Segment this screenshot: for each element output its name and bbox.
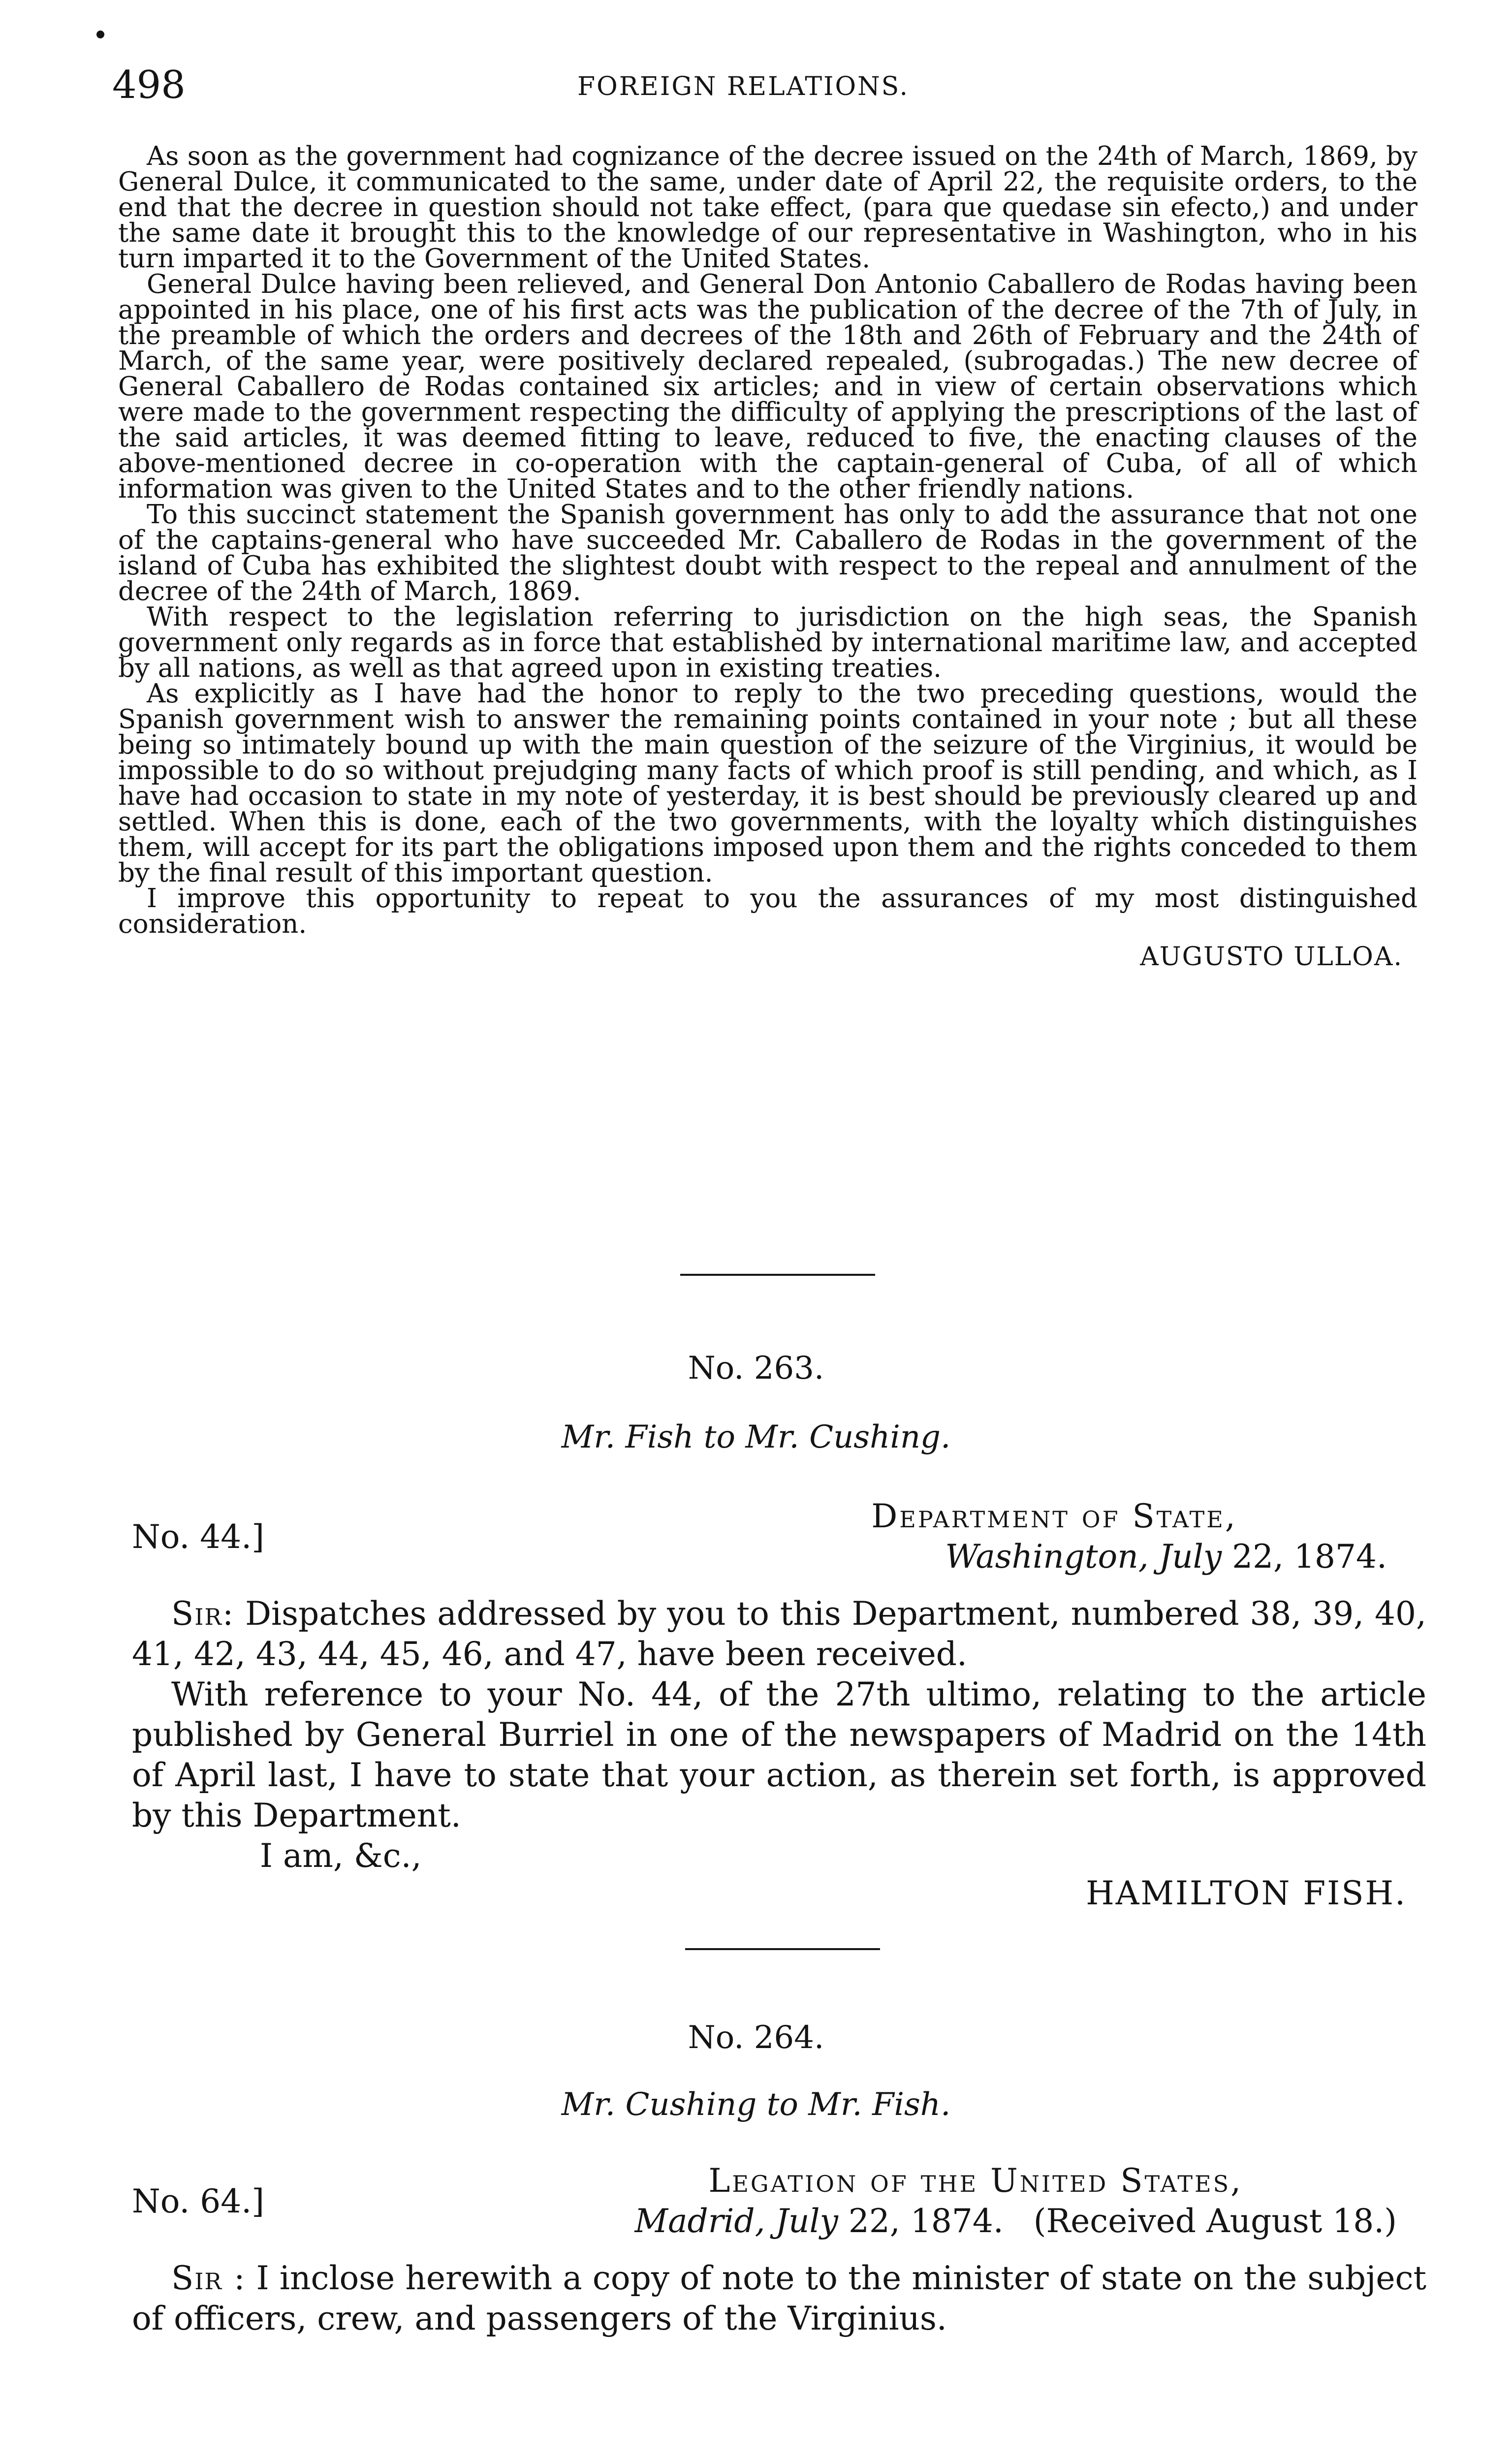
paragraph: As explicitly as I have had the honor to reply to the two preceding questions, would the Spanish government wish to answer the remaining points contained in your note ; but all these being so intimately bound up with the main question of the seizure of the Virginius, it would be impossible to do so without prejudging many facts of which proof is still pending, and which, as I have had occasion to state in my note of yesterday, it is best should be previously cleared up and settled. When this is done, each of the two governments, with the loyalty which distinguishes them, will accept for its part the obligations imposed upon them and the rights conceded to them by the final result of this important question. xyxy=(118,679,1418,888)
document-number: No. 263. xyxy=(688,1350,824,1387)
paragraph-text: Dispatches addressed by you to this Department, numbered 38, 39, 40, 41, 42, 43, 44, 45, 46, and 47, have been received. xyxy=(132,1595,1426,1673)
document-title: Mr. Fish to Mr. Cushing. xyxy=(561,1419,951,1455)
date-value: 22, 1874. xyxy=(1232,1538,1387,1576)
date-line xyxy=(871,1537,1387,1577)
document-264-body xyxy=(132,2161,1426,2339)
running-head: FOREIGN RELATIONS. xyxy=(577,72,909,101)
paragraph: To this succinct statement the Spanish government has only to add the assurance that not one of the captains-general who have succeeded Mr. Caballero de Rodas in the government of the island of Cuba has exhibited the slightest doubt with respect to the repeal and annulment of the decree of the 24th of March, 1869. xyxy=(118,500,1418,606)
date-city: Washington, July xyxy=(945,1538,1222,1576)
page-header xyxy=(112,58,1374,112)
dispatch-number: No. 64.] xyxy=(132,2182,264,2220)
dateline xyxy=(132,2161,1426,2244)
closing: I am, &c., xyxy=(260,1837,422,1875)
paragraph: As soon as the government had cognizance of the decree issued on the 24th of March, 1869, by General Dulce, it communicated to the same, under date of April 22, the requisite orders, to the end that the decree in question should not take effect, (para que quedase sin efecto,) and under the same date it brought this to the knowledge of our representative in Washington, who in his turn imparted it to the Government of the United States. xyxy=(118,141,1418,274)
place-line: Department of State, xyxy=(871,1497,1237,1535)
dateline xyxy=(132,1496,1426,1580)
salutation: Sir: xyxy=(171,1595,235,1633)
paragraph: With reference to your No. 44, of the 27th ultimo, relating to the article published by General Burriel in one of the newspapers of Madrid on the 14th of April last, I have to state that your action, as therein set forth, is approved by this Department. xyxy=(132,1675,1426,1834)
section-rule xyxy=(685,1948,880,1950)
paragraph-text: I inclose herewith a copy of note to the minister of state on the subject of officers, crew, and passengers of the Virginius. xyxy=(132,2259,1426,2337)
document-title: Mr. Cushing to Mr. Fish. xyxy=(561,2086,951,2123)
paragraph: I improve this opportunity to repeat to you the assurances of my most distinguished consideration. xyxy=(118,883,1418,939)
place-line: Legation of the United States, xyxy=(708,2162,1243,2200)
date-line xyxy=(635,2201,1397,2241)
section-rule xyxy=(680,1274,875,1276)
received-note: (Received August 18.) xyxy=(1033,2202,1397,2240)
signature-fish: HAMILTON FISH. xyxy=(1086,1874,1407,1912)
previous-letter xyxy=(118,141,1418,972)
page-number: 498 xyxy=(112,63,186,107)
date-value: 22, 1874. xyxy=(848,2202,1004,2240)
document-number: No. 264. xyxy=(688,2019,824,2056)
paragraph: General Dulce having been relieved, and General Don Antonio Caballero de Rodas having been appointed in his place, one of his first acts was the publication of the decree of the 7th of July, in the preamble of which the orders and decrees of the 18th and 26th of February and the 24th of March, of the same year, were positively declared repealed, (subrogadas.) The new decree of General Caballero de Rodas contained six articles; and in view of certain observations which were made to the government respecting the difficulty of applying the prescriptions of the last of the said articles, it was deemed fitting to leave, reduced to five, the enacting clauses of the above-mentioned decree in co-operation with the captain-general of Cuba, of all of which information was given to the United States and to the other friendly nations. xyxy=(118,269,1418,504)
paragraph: With respect to the legislation referring to jurisdiction on the high seas, the Spanish government only regards as in force that established by international maritime law, and accepted by all nations, as well as that agreed upon in existing treaties. xyxy=(118,602,1418,683)
dispatch-number: No. 44.] xyxy=(132,1518,264,1556)
salutation: Sir : xyxy=(171,2259,246,2297)
place-date xyxy=(635,2161,1397,2241)
ink-dot xyxy=(96,31,104,38)
paragraph xyxy=(132,2258,1426,2339)
place-date xyxy=(871,1496,1387,1577)
paragraph xyxy=(132,1594,1426,1674)
signature-ulloa: AUGUSTO ULLOA. xyxy=(1140,942,1403,972)
document-263-body xyxy=(132,1496,1426,1914)
date-city: Madrid, July xyxy=(634,2202,838,2240)
